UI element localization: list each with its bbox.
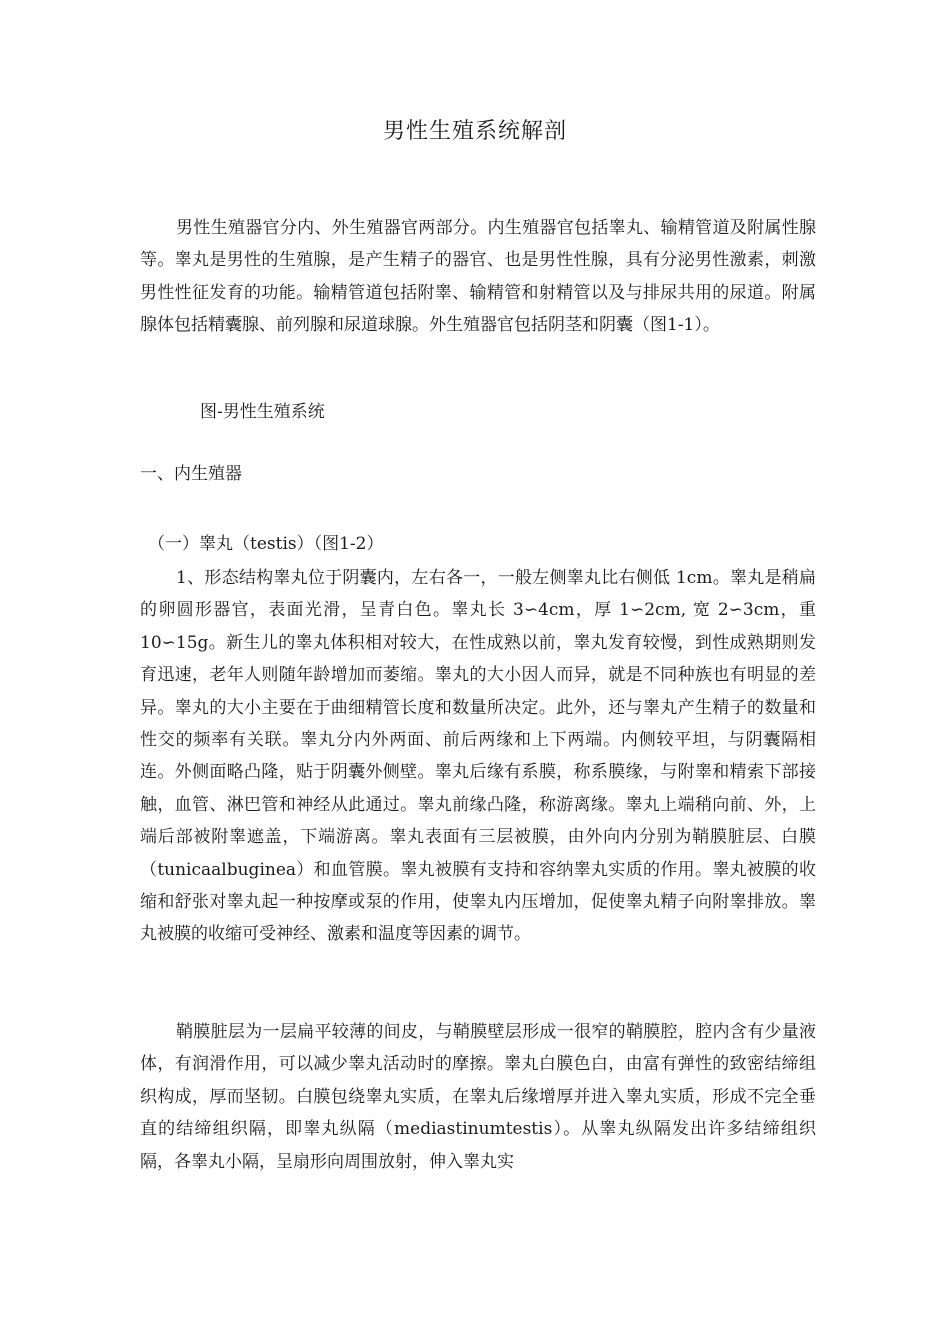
figure-caption: 图-男性生殖系统 xyxy=(200,402,325,422)
testis-paragraph: 1、形态结构睾丸位于阴囊内，左右各一，一般左侧睾丸比右侧低 1cm。睾丸是稍扁的卵圆形器官，表面光滑，呈青白色。睾丸长 3∽4cm，厚 1∽2cm, 宽 2∽3cm，重 10∽15g。新生儿的睾丸体积相对较大，在性成熟以前，睾丸发育较慢，到性成熟期则发育迅速，老年人则随年龄增加而萎缩。睾丸的大小因人而异，就是不同种族也有明显的差异。睾丸的大小主要在于曲细精管长度和数量所决定。此外，还与睾丸产生精子的数量和性交的频率有关联。睾丸分内外两面、前后两缘和上下两端。内侧较平坦，与阴囊隔相连。外侧面略凸隆，贴于阴囊外侧壁。睾丸后缘有系膜，称系膜缘，与附睾和精索下部接触，血管、淋巴管和神经从此通过。睾丸前缘凸隆，称游离缘。睾丸上端稍向前、外，上端后部被附睾遮盖，下端游离。睾丸表面有三层被膜，由外向内分别为鞘膜脏层、白膜（tunicaalbuginea）和血管膜。睾丸被膜有支持和容纳睾丸实质的作用。睾丸被膜的收缩和舒张对睾丸起一种按摩或泵的作用，使睾丸内压增加，促使睾丸精子向附睾排放。睾丸被膜的收缩可受神经、激素和温度等因素的调节。 xyxy=(140,568,816,945)
tunica-paragraph: 鞘膜脏层为一层扁平较薄的间皮，与鞘膜壁层形成一很窄的鞘膜腔，腔内含有少量液体，有润滑作用，可以减少睾丸活动时的摩擦。睾丸白膜色白，由富有弹性的致密结缔组织构成，厚而坚韧。白膜包绕睾丸实质，在睾丸后缘增厚并进入睾丸实质，形成不完全垂直的结缔组织隔，即睾丸纵隔（mediastinumtestis）。从睾丸纵隔发出许多结缔组织隔，各睾丸小隔，呈扇形向周围放射，伸入睾丸实 xyxy=(140,1022,816,1172)
subsection-heading: （一）睾丸（testis）（图1-2） xyxy=(148,534,384,554)
document-title: 男性生殖系统解剖 xyxy=(382,119,567,144)
section-heading: 一、内生殖器 xyxy=(140,464,242,484)
intro-paragraph: 男性生殖器官分内、外生殖器官两部分。内生殖器官包括睾丸、输精管道及附属性腺等。睾丸是男性的生殖腺，是产生精子的器官、也是男性性腺，具有分泌男性激素，刺激男性性征发育的功能。输精管道包括附睾、输精管和射精管以及与排尿共用的尿道。附属腺体包括精囊腺、前列腺和尿道球腺。外生殖器官包括阴茎和阴囊（图1-1）。 xyxy=(140,218,816,336)
